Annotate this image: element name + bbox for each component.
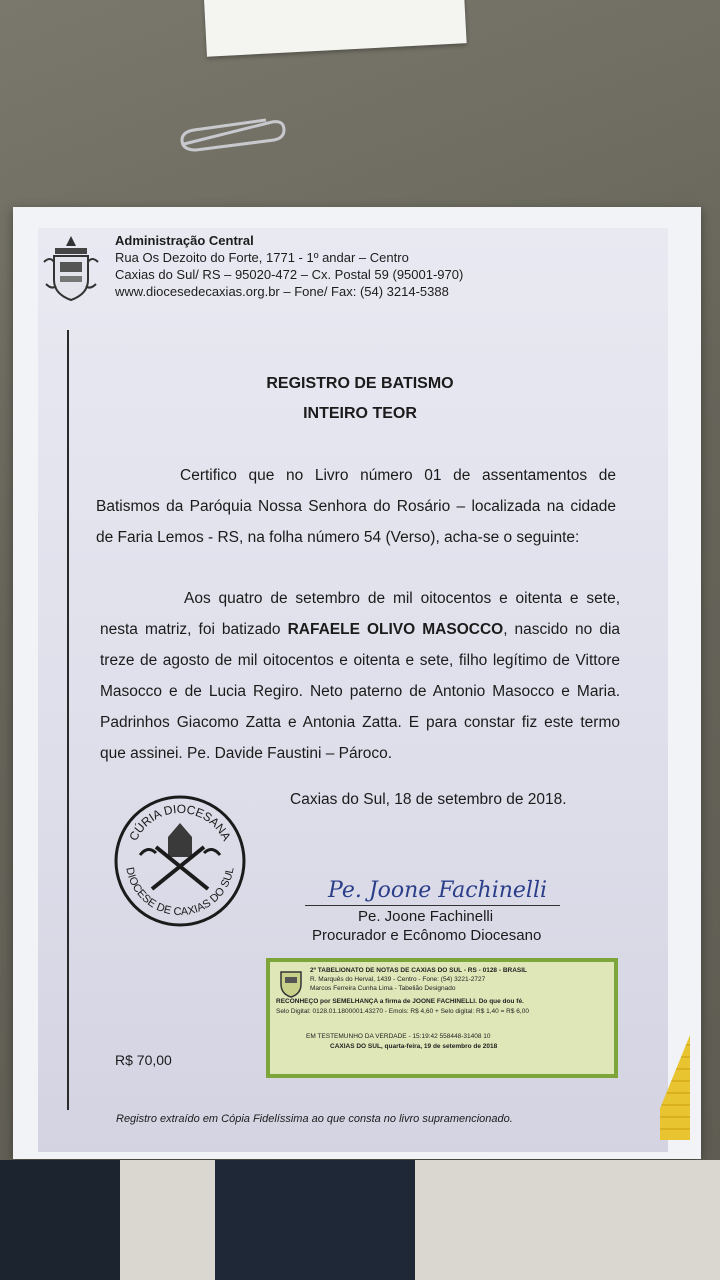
- person-leg-right: [215, 1160, 415, 1280]
- certificate-paragraph-1: [96, 460, 616, 553]
- header-org: Administração Central: [115, 233, 254, 248]
- baptized-name: RAFAELE OLIVO MASOCCO: [287, 621, 504, 638]
- stamp-line-1: 2º TABELIONATO DE NOTAS DE CAXIAS DO SUL - RS - 0128 - BRASIL: [310, 967, 528, 974]
- footer-note: Registro extraído em Cópia Fidelíssima ao que consta no livro supramencionado.: [116, 1113, 513, 1125]
- stamp-line-7: CAXIAS DO SUL, quarta-feira, 19 de setembro de 2018: [330, 1043, 498, 1050]
- paragraph-2-text: [100, 583, 620, 769]
- seal-bottom-text: DIOCESE DE CAXIAS DO SUL: [123, 866, 237, 919]
- header-contact: www.diocesedecaxias.org.br – Fone/ Fax: (54) 3214-5388: [115, 284, 449, 299]
- margin-line: [67, 330, 69, 1110]
- document-title: REGISTRO DE BATISMO: [266, 375, 454, 392]
- handwritten-signature: Pe. Joone Fachinelli: [328, 878, 548, 903]
- paragraph-2-before: Aos quatro de setembro de mil oitocentos e oitenta e sete, nesta matriz, foi batizado: [100, 590, 620, 638]
- signer-name: Pe. Joone Fachinelli: [358, 908, 494, 925]
- signer-role: Procurador e Ecônomo Diocesano: [312, 927, 542, 944]
- person-leg-left: [0, 1160, 120, 1280]
- notary-stamp: [266, 958, 618, 1078]
- place-date: Caxias do Sul, 18 de setembro de 2018.: [290, 791, 567, 808]
- diocesan-seal-stamp: [112, 793, 248, 929]
- notary-crest-icon: [278, 968, 304, 998]
- stamp-line-3: Marcos Ferreira Cunha Lima - Tabelião Designado: [310, 985, 456, 992]
- diocese-crest-icon: [40, 232, 102, 304]
- seal-top-text: CÚRIA DIOCESANA: [126, 801, 234, 844]
- paragraph-1-text: Certifico que no Livro número 01 de assentamentos de Batismos da Paróquia Nossa Senhora do Rosário – localizada na cidade de Faria Lemos - RS, na folha número 54 (Verso), acha-se o seguinte:: [96, 467, 616, 546]
- stamp-line-6: EM TESTEMUNHO DA VERDADE - 15:19:42 558448-31408 10: [306, 1033, 491, 1040]
- signature-line: [305, 905, 560, 906]
- price-label: R$ 70,00: [115, 1052, 172, 1068]
- paragraph-2-after: , nascido no dia treze de agosto de mil oitocentos e oitenta e sete, filho legítimo de Vittore Masocco e de Lucia Regiro. Neto paterno de Antonio Masocco e Maria. Padrinhos Giacomo Zatta e Antonia Zatta. E para constar fiz este termo que assinei. Pe. Davide Faustini – Pároco.: [100, 621, 621, 762]
- document-subtitle: INTEIRO TEOR: [303, 405, 417, 422]
- stamp-line-2: R. Marquês do Herval, 1439 - Centro - Fone: (54) 3221-2727: [310, 976, 486, 983]
- header-address: Rua Os Dezoito do Forte, 1771 - 1º andar – Centro: [115, 250, 409, 265]
- stamp-line-5: Selo Digital: 0128.01.1800001.43270 - Emols: R$ 4,60 + Selo digital: R$ 1,40 = R$ 6,00: [276, 1008, 529, 1015]
- paperclip-icon: [176, 110, 288, 156]
- certificate-paragraph-2: [100, 583, 620, 769]
- stamp-line-4: RECONHEÇO por SEMELHANÇA a firma de JOONE FACHINELLI. Do que dou fé.: [276, 998, 524, 1005]
- header-city: Caxias do Sul/ RS – 95020-472 – Cx. Postal 59 (95001-970): [115, 267, 464, 282]
